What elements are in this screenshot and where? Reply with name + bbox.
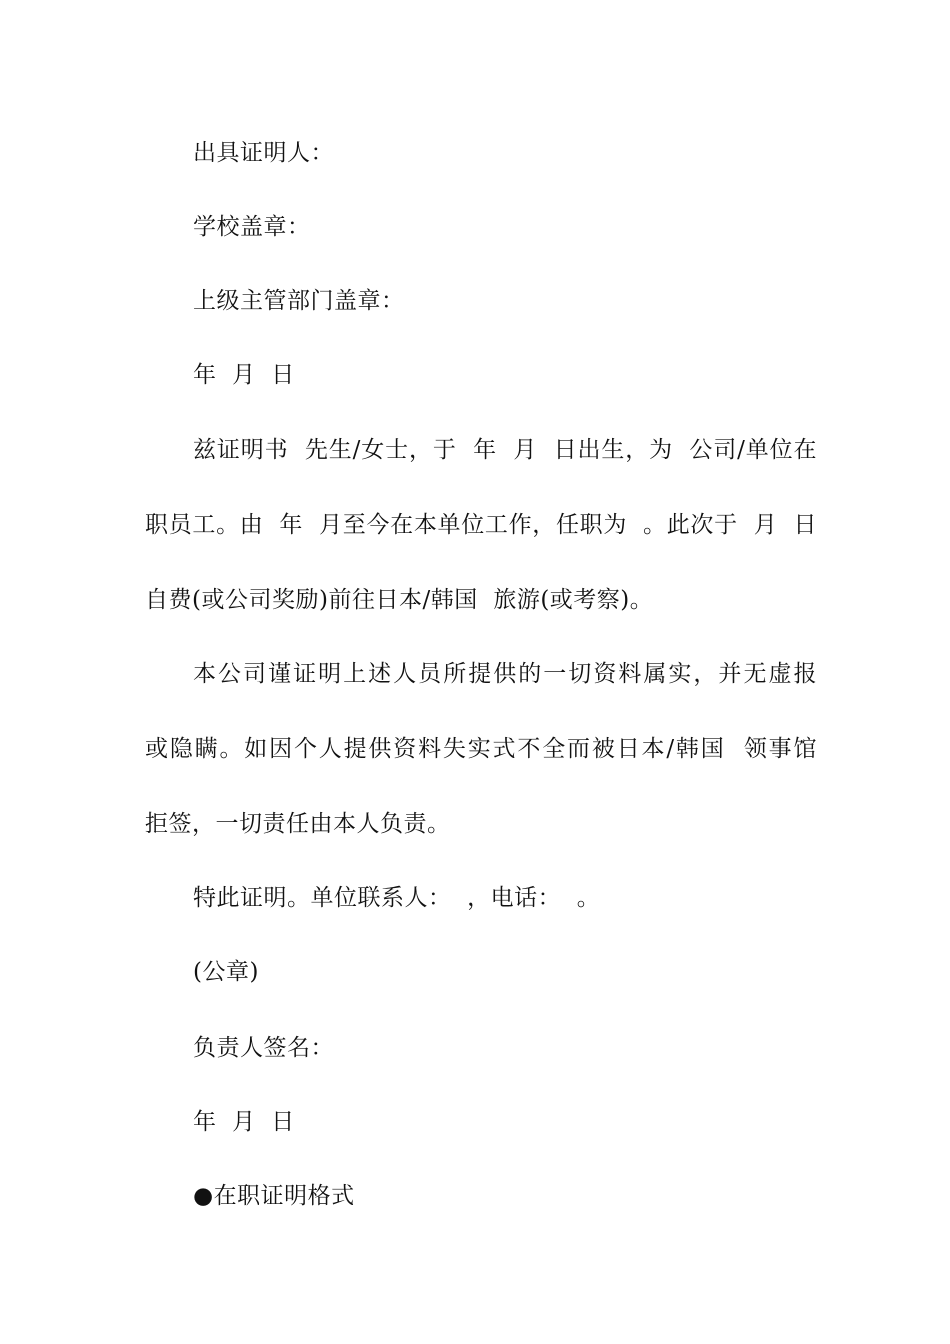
statement-paragraph-line-3: 拒签，一切责任由本人负责。 <box>145 811 451 837</box>
signature-line: 负责人签名： <box>193 1035 334 1061</box>
employment-certificate-format-heading: ●在职证明格式 <box>193 1183 355 1209</box>
school-seal-line: 学校盖章： <box>193 214 311 240</box>
certificate-paragraph-line-3: 自费(或公司奖励)前往日本/韩国 旅游(或考察)。 <box>145 587 654 613</box>
footer-date-line: 年 月 日 <box>193 1109 295 1135</box>
official-seal-line: (公章) <box>193 959 259 985</box>
contact-line: 特此证明。单位联系人： ，电话： 。 <box>193 885 601 911</box>
date-line: 年 月 日 <box>193 362 295 388</box>
supervisor-seal-line: 上级主管部门盖章： <box>193 288 405 314</box>
certificate-paragraph-line-1: 兹证明书 先生/女士，于 年 月 日出生，为 公司/单位在 <box>193 437 817 463</box>
statement-paragraph-line-2: 或隐瞒。如因个人提供资料失实式不全而被日本/韩国 领事馆 <box>145 736 817 762</box>
certificate-paragraph-line-2: 职员工。由 年 月至今在本单位工作，任职为 。此次于 月 日 <box>145 512 817 538</box>
issuer-line: 出具证明人： <box>193 140 334 166</box>
statement-paragraph-line-1: 本公司谨证明上述人员所提供的一切资料属实，并无虚报 <box>193 661 817 687</box>
